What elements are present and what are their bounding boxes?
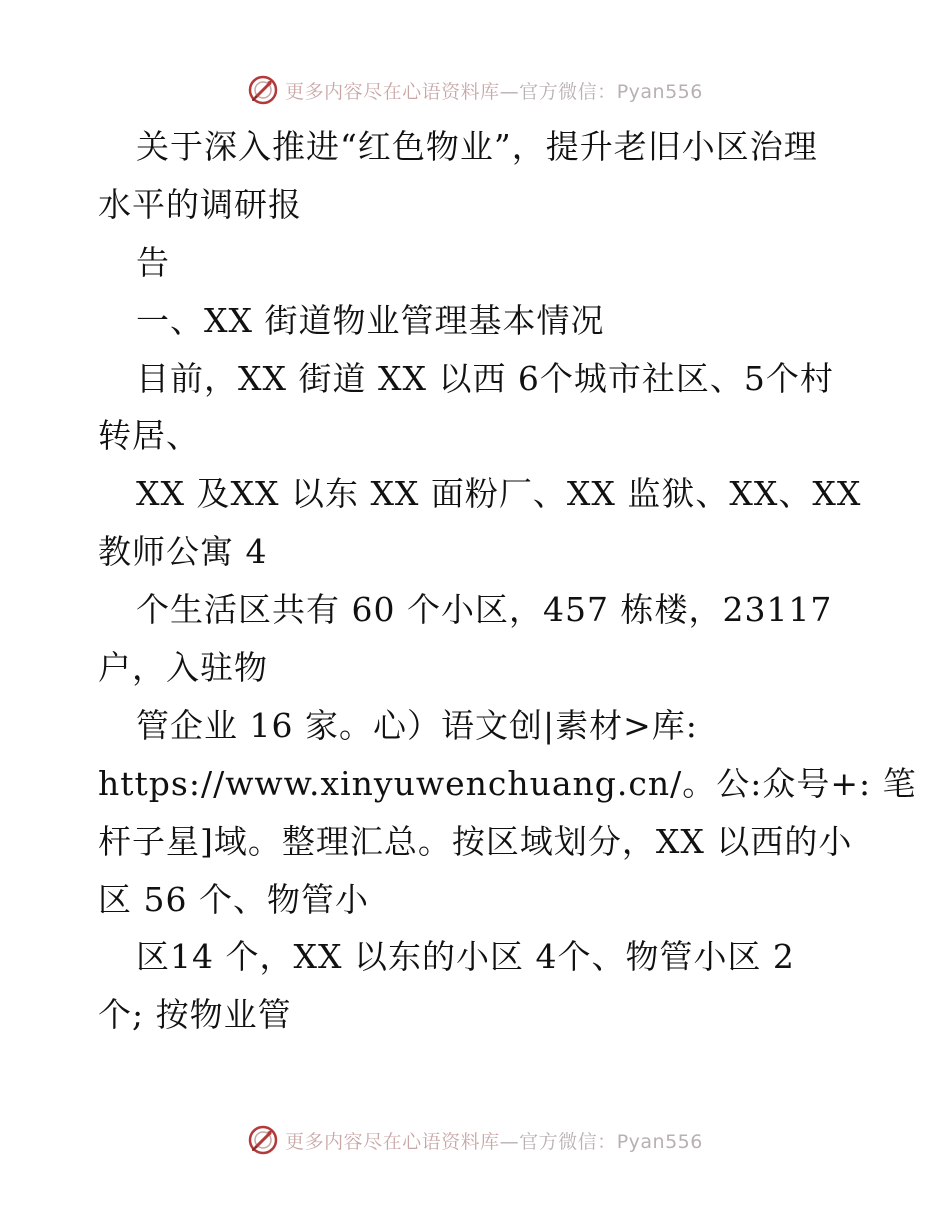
footer-banner [0, 1120, 950, 1160]
text-line: https://www.xinyuwenchuang.cn/。公:众号+: 笔 [98, 763, 917, 803]
banner-dash: — [499, 80, 520, 103]
banner-text [285, 1127, 703, 1154]
banner-wechat-id: Pyan556 [616, 1130, 703, 1153]
document-body [98, 118, 917, 1044]
text-line: 管企业 16 家。心）语文创|素材>库: [136, 705, 698, 745]
text-line: 一、XX 街道物业管理基本情况 [136, 300, 605, 340]
banner-site-text: 更多内容尽在心语资料库 [285, 1130, 500, 1153]
text-line: 杆子星]域。整理汇总。按区域划分，XX 以西的小 [98, 821, 853, 861]
text-line: 水平的调研报 [98, 184, 302, 224]
seal-logo-icon [247, 74, 279, 106]
banner-wechat-label: 官方微信： [519, 80, 617, 103]
text-line: 转居、 [98, 416, 200, 456]
text-line: XX 及XX 以东 XX 面粉厂、XX 监狱、XX、XX [136, 474, 862, 514]
text-line: 户，入驻物 [98, 648, 268, 688]
seal-logo-icon [247, 1124, 279, 1156]
text-line: 个生活区共有 60 个小区，457 栋楼，23117 [136, 590, 833, 630]
text-line: 目前，XX 街道 XX 以西 6个城市社区、5个村 [136, 358, 834, 398]
banner-site-text: 更多内容尽在心语资料库 [285, 80, 500, 103]
text-line: 区 56 个、物管小 [98, 879, 369, 919]
text-line: 个; 按物业管 [98, 995, 292, 1035]
banner-wechat-label: 官方微信： [519, 1130, 617, 1153]
header-banner [0, 70, 950, 110]
banner-wechat-id: Pyan556 [616, 80, 703, 103]
text-line: 区14 个，XX 以东的小区 4个、物管小区 2 [136, 937, 795, 977]
text-line: 告 [136, 242, 170, 282]
text-line: 关于深入推进“红色物业”，提升老旧小区治理 [136, 127, 818, 166]
text-line: 教师公寓 4 [98, 532, 268, 572]
banner-text [285, 77, 703, 104]
banner-dash: — [499, 1130, 520, 1153]
